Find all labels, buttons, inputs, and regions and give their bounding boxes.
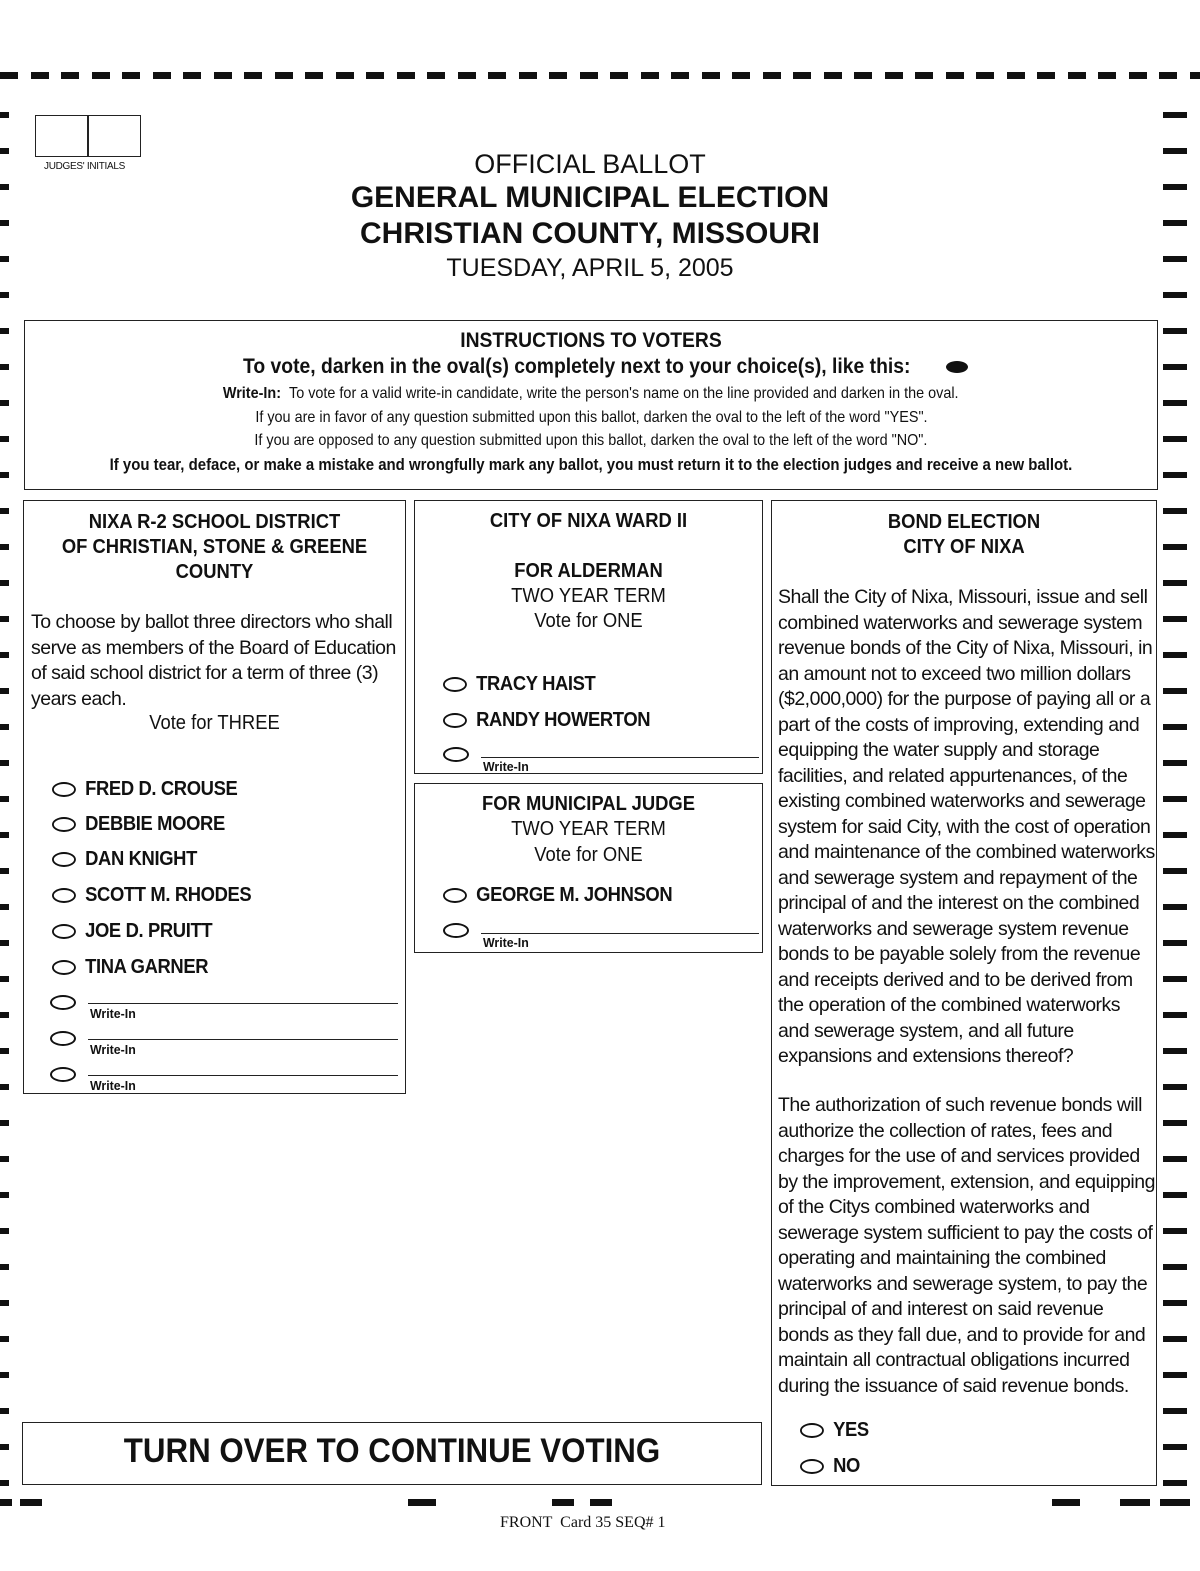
bond-text-line: facilities, and related appurtenances, of the — [778, 764, 1128, 787]
vote-oval-icon[interactable] — [52, 960, 76, 975]
timing-mark — [1163, 256, 1187, 262]
candidate-randy-howerton[interactable]: RANDY HOWERTON — [443, 709, 650, 732]
timing-mark — [0, 868, 9, 874]
timing-mark — [0, 1480, 9, 1486]
timing-mark — [0, 976, 9, 982]
timing-mark — [0, 328, 9, 334]
timing-mark — [1120, 1499, 1150, 1506]
timing-mark — [1163, 1480, 1187, 1486]
vote-oval-icon[interactable] — [50, 995, 76, 1010]
timing-mark — [1163, 544, 1187, 550]
timing-mark — [0, 940, 9, 946]
bond-text-line: and sewerage system, and all future — [778, 1019, 1074, 1042]
candidate-george-johnson[interactable]: GEORGE M. JOHNSON — [443, 884, 672, 907]
timing-mark — [732, 72, 750, 79]
timing-mark — [590, 1499, 612, 1506]
bond-election-contest — [771, 500, 1157, 1486]
instructions-line-4: If you are opposed to any question submitted upon this ballot, darken the oval to the left of the word "NO". — [254, 432, 928, 449]
bond-text-line: equipping the water supply and storage — [778, 739, 1100, 761]
school-district-contest — [23, 500, 406, 1094]
writein-line[interactable] — [481, 933, 759, 934]
timing-mark — [1159, 72, 1177, 79]
timing-mark — [1098, 72, 1116, 79]
bond-text-line: operating and maintaining the combined — [778, 1247, 1106, 1269]
vote-oval-icon[interactable] — [50, 1067, 76, 1082]
bottom-timing-marks — [0, 1499, 1200, 1507]
timing-mark — [1129, 72, 1147, 79]
timing-mark — [0, 616, 9, 622]
writein-label: Write-In — [483, 759, 529, 774]
timing-mark — [0, 112, 9, 118]
judge-office: FOR MUNICIPAL JUDGE — [482, 793, 695, 815]
vote-oval-icon[interactable] — [443, 713, 467, 728]
timing-mark — [0, 1408, 9, 1414]
timing-mark — [0, 436, 9, 442]
timing-mark — [408, 1499, 436, 1506]
timing-mark — [31, 72, 49, 79]
writein-line[interactable] — [88, 1075, 398, 1076]
bond-text-line: bonds as they fall due, and to provide for and — [778, 1323, 1146, 1346]
bond-text-line: The authorization of such revenue bonds will — [778, 1094, 1142, 1116]
school-writein-3[interactable] — [50, 1067, 400, 1095]
vote-oval-icon[interactable] — [50, 1031, 76, 1046]
candidate-tina-garner[interactable]: TINA GARNER — [52, 956, 208, 979]
timing-mark — [366, 72, 384, 79]
timing-mark — [0, 1156, 9, 1162]
municipal-judge-contest — [414, 783, 763, 953]
ward-term: TWO YEAR TERM — [511, 585, 666, 607]
bond-text-line: sewerage system sufficient to pay the costs of — [778, 1221, 1153, 1244]
timing-mark — [61, 72, 79, 79]
school-writein-1[interactable] — [50, 995, 400, 1025]
instructions-line-5: If you tear, deface, or make a mistake and wrongfully mark any ballot, you must return it to the election judges and receive a new ballot. — [109, 455, 1073, 474]
instructions-darken-text: To vote, darken in the oval(s) completely next to your choice(s), like this: — [243, 355, 911, 378]
timing-mark — [0, 1084, 9, 1090]
school-description: To choose by ballot three directors who shall serve as members of the Board of Education of said school district for a term of three (3) years each. — [31, 611, 396, 710]
bond-text-line: combined waterworks and sewerage system — [778, 611, 1143, 634]
bond-yes-option[interactable]: YES — [800, 1419, 869, 1442]
bond-text-line: authorize the collection of rates, fees and — [778, 1119, 1113, 1142]
bond-text-line: waterworks and sewerage system, to pay the — [778, 1272, 1148, 1295]
instructions-line-3: If you are in favor of any question submitted upon this ballot, darken the oval to the left of the word "YES". — [254, 409, 928, 426]
timing-mark — [20, 1499, 42, 1506]
school-title: NIXA R-2 SCHOOL DISTRICT OF CHRISTIAN, STONE & GREENE COUNTY — [61, 511, 368, 583]
candidate-debbie-moore[interactable]: DEBBIE MOORE — [52, 813, 225, 836]
timing-mark — [0, 832, 9, 838]
timing-mark — [0, 72, 18, 79]
timing-mark — [488, 72, 506, 79]
timing-mark — [0, 1048, 9, 1054]
timing-mark — [0, 796, 9, 802]
timing-mark — [0, 472, 9, 478]
timing-mark — [92, 72, 110, 79]
bond-text-line: waterworks and sewerage system revenue — [778, 917, 1129, 940]
timing-mark — [702, 72, 720, 79]
filled-oval-example-icon — [946, 361, 968, 373]
timing-mark — [0, 364, 9, 370]
ballot-header — [240, 148, 940, 284]
top-timing-marks — [0, 72, 1200, 80]
timing-mark — [336, 72, 354, 79]
timing-mark — [0, 508, 9, 514]
timing-mark — [1190, 72, 1200, 79]
bond-text-line: ($2,000,000) for the purpose of paying all or a — [778, 688, 1151, 710]
candidate-scott-rhodes[interactable]: SCOTT M. RHODES — [52, 884, 251, 907]
header-county: CHRISTIAN COUNTY, MISSOURI — [359, 217, 821, 250]
timing-mark — [610, 72, 628, 79]
timing-mark — [1163, 1084, 1187, 1090]
timing-mark — [1163, 112, 1187, 118]
ward-title: CITY OF NIXA WARD II — [489, 510, 688, 532]
timing-mark — [0, 1120, 9, 1126]
timing-mark — [0, 580, 9, 586]
timing-mark — [275, 72, 293, 79]
timing-mark — [0, 1228, 9, 1234]
turn-over-box — [22, 1422, 762, 1485]
school-vote-for: Vote for THREE — [149, 712, 280, 734]
timing-mark — [1163, 328, 1187, 334]
timing-mark — [1163, 220, 1187, 226]
writein-line[interactable] — [88, 1039, 398, 1040]
writein-line[interactable] — [88, 1003, 398, 1004]
bond-text-line: Shall the City of Nixa, Missouri, issue and sell — [778, 586, 1148, 608]
timing-mark — [0, 256, 9, 262]
instructions-title: INSTRUCTIONS TO VOTERS — [460, 329, 722, 352]
bond-text-line: the operation of the combined waterworks — [778, 994, 1121, 1016]
header-official-ballot: OFFICIAL BALLOT — [474, 149, 706, 179]
timing-mark — [1163, 148, 1187, 154]
bond-text-line: principal of and interest on said revenue — [778, 1298, 1104, 1320]
card-footer: FRONT Card 35 SEQ# 1 — [500, 1514, 666, 1531]
timing-mark — [0, 1264, 9, 1270]
timing-mark — [183, 72, 201, 79]
bond-authorization-text — [778, 1093, 1178, 1399]
vote-oval-icon[interactable] — [443, 747, 469, 762]
timing-mark — [0, 760, 9, 766]
timing-mark — [915, 72, 933, 79]
timing-mark — [519, 72, 537, 79]
writein-label: Write-In — [483, 935, 529, 950]
writein-label: Write-In: — [223, 385, 282, 402]
vote-oval-icon[interactable] — [52, 782, 76, 797]
judges-initials-divider — [87, 116, 89, 156]
bond-text-line: and receipts derived and to be derived from — [778, 968, 1133, 991]
school-writein-2[interactable] — [50, 1031, 400, 1061]
ward-writein[interactable] — [443, 747, 761, 773]
bond-text-line: an amount not to exceed two million dollars — [778, 662, 1131, 685]
timing-mark — [0, 652, 9, 658]
vote-oval-icon[interactable] — [443, 677, 467, 692]
timing-mark — [1163, 184, 1187, 190]
writein-line[interactable] — [481, 757, 759, 758]
vote-oval-icon[interactable] — [800, 1459, 824, 1474]
timing-mark — [0, 1372, 9, 1378]
timing-mark — [1007, 72, 1025, 79]
timing-mark — [122, 72, 140, 79]
bond-text-line: revenue bonds of the City of Nixa, Missouri, in — [778, 637, 1153, 659]
timing-mark — [1163, 292, 1187, 298]
timing-mark — [1163, 364, 1187, 370]
bond-text-line: during the issuance of said revenue bonds. — [778, 1374, 1129, 1397]
judges-initials-label: JUDGES' INITIALS — [44, 161, 126, 172]
judge-vote-for: Vote for ONE — [534, 844, 643, 866]
timing-mark — [0, 184, 9, 190]
timing-mark — [244, 72, 262, 79]
bond-text-line: by the improvement, extension, and equipping — [778, 1170, 1155, 1193]
timing-mark — [793, 72, 811, 79]
candidate-joe-pruitt[interactable]: JOE D. PRUITT — [52, 920, 212, 943]
judge-writein[interactable] — [443, 923, 761, 949]
timing-mark — [824, 72, 842, 79]
instructions-writein — [25, 385, 1157, 403]
timing-mark — [153, 72, 171, 79]
timing-mark — [0, 544, 9, 550]
writein-label: Write-In — [90, 1078, 136, 1093]
timing-mark — [1163, 508, 1187, 514]
timing-mark — [1052, 1499, 1080, 1506]
timing-mark — [0, 1192, 9, 1198]
candidate-dan-knight[interactable]: DAN KNIGHT — [52, 848, 197, 871]
timing-mark — [0, 904, 9, 910]
timing-mark — [1163, 1408, 1187, 1414]
timing-mark — [0, 292, 9, 298]
timing-mark — [641, 72, 659, 79]
judge-term: TWO YEAR TERM — [511, 818, 666, 840]
timing-mark — [549, 72, 567, 79]
timing-mark — [214, 72, 232, 79]
vote-oval-icon[interactable] — [52, 888, 76, 903]
timing-mark — [0, 1499, 12, 1506]
timing-mark — [885, 72, 903, 79]
bond-text-line: expansions and extensions thereof? — [778, 1045, 1074, 1067]
bond-no-option[interactable]: NO — [800, 1455, 860, 1478]
timing-mark — [580, 72, 598, 79]
timing-mark — [763, 72, 781, 79]
timing-mark — [0, 400, 9, 406]
writein-text: To vote for a valid write-in candidate, write the person's name on the line provided and darken in the oval. — [289, 385, 959, 402]
bond-title: BOND ELECTION CITY OF NIXA — [887, 511, 1041, 558]
timing-mark — [0, 688, 9, 694]
vote-oval-icon[interactable] — [52, 924, 76, 939]
timing-mark — [0, 148, 9, 154]
timing-mark — [1068, 72, 1086, 79]
timing-mark — [397, 72, 415, 79]
bond-text-line: system for said City, with the cost of operation — [778, 815, 1151, 838]
timing-mark — [0, 1336, 9, 1342]
bond-text-line: charges for the use of and services provided — [778, 1145, 1140, 1167]
bond-text-line: existing combined waterworks and sewerage — [778, 790, 1146, 812]
bond-text-line: maintain all contractual obligations incurred — [778, 1349, 1130, 1371]
vote-oval-icon[interactable] — [443, 888, 467, 903]
timing-mark — [427, 72, 445, 79]
timing-mark — [1163, 1444, 1187, 1450]
bond-question-text — [778, 585, 1178, 1070]
candidate-tracy-haist[interactable]: TRACY HAIST — [443, 673, 595, 696]
timing-mark — [0, 724, 9, 730]
instructions-box — [24, 320, 1158, 490]
writein-label: Write-In — [90, 1006, 136, 1021]
bond-text-line: part of the costs of improving, extending and — [778, 713, 1140, 736]
timing-mark — [305, 72, 323, 79]
instructions-line-1 — [25, 355, 1157, 379]
bond-text-line: and maintenance of the combined waterworks — [778, 841, 1155, 863]
vote-oval-icon[interactable] — [800, 1423, 824, 1438]
ward-vote-for: Vote for ONE — [534, 610, 643, 632]
timing-mark — [1037, 72, 1055, 79]
bond-text-line: and sewerage system and repayment of the — [778, 866, 1138, 889]
timing-mark — [1163, 472, 1187, 478]
candidate-fred-crouse[interactable]: FRED D. CROUSE — [52, 778, 237, 801]
timing-mark — [552, 1499, 574, 1506]
timing-mark — [0, 1300, 9, 1306]
timing-mark — [946, 72, 964, 79]
ward-office: FOR ALDERMAN — [514, 560, 663, 582]
timing-mark — [671, 72, 689, 79]
writein-label: Write-In — [90, 1042, 136, 1057]
timing-mark — [458, 72, 476, 79]
vote-oval-icon[interactable] — [52, 852, 76, 867]
timing-mark — [976, 72, 994, 79]
vote-oval-icon[interactable] — [52, 817, 76, 832]
ward-ii-contest — [414, 500, 763, 774]
header-election-name: GENERAL MUNICIPAL ELECTION — [350, 181, 830, 214]
timing-mark — [1163, 400, 1187, 406]
timing-mark — [0, 1012, 9, 1018]
vote-oval-icon[interactable] — [443, 923, 469, 938]
timing-mark — [0, 220, 9, 226]
bond-text-line: bonds to be payable solely from the revenue — [778, 943, 1141, 965]
judges-initials-box[interactable] — [35, 115, 141, 157]
bond-text-line: of the Citys combined waterworks and — [778, 1196, 1090, 1218]
timing-mark — [1163, 436, 1187, 442]
timing-mark — [1160, 1499, 1190, 1506]
header-date: TUESDAY, APRIL 5, 2005 — [446, 254, 734, 282]
timing-mark — [854, 72, 872, 79]
turn-over-text: TURN OVER TO CONTINUE VOTING — [123, 1432, 661, 1470]
timing-mark — [0, 1444, 9, 1450]
bond-text-line: principal of and the interest on the combined — [778, 892, 1140, 914]
